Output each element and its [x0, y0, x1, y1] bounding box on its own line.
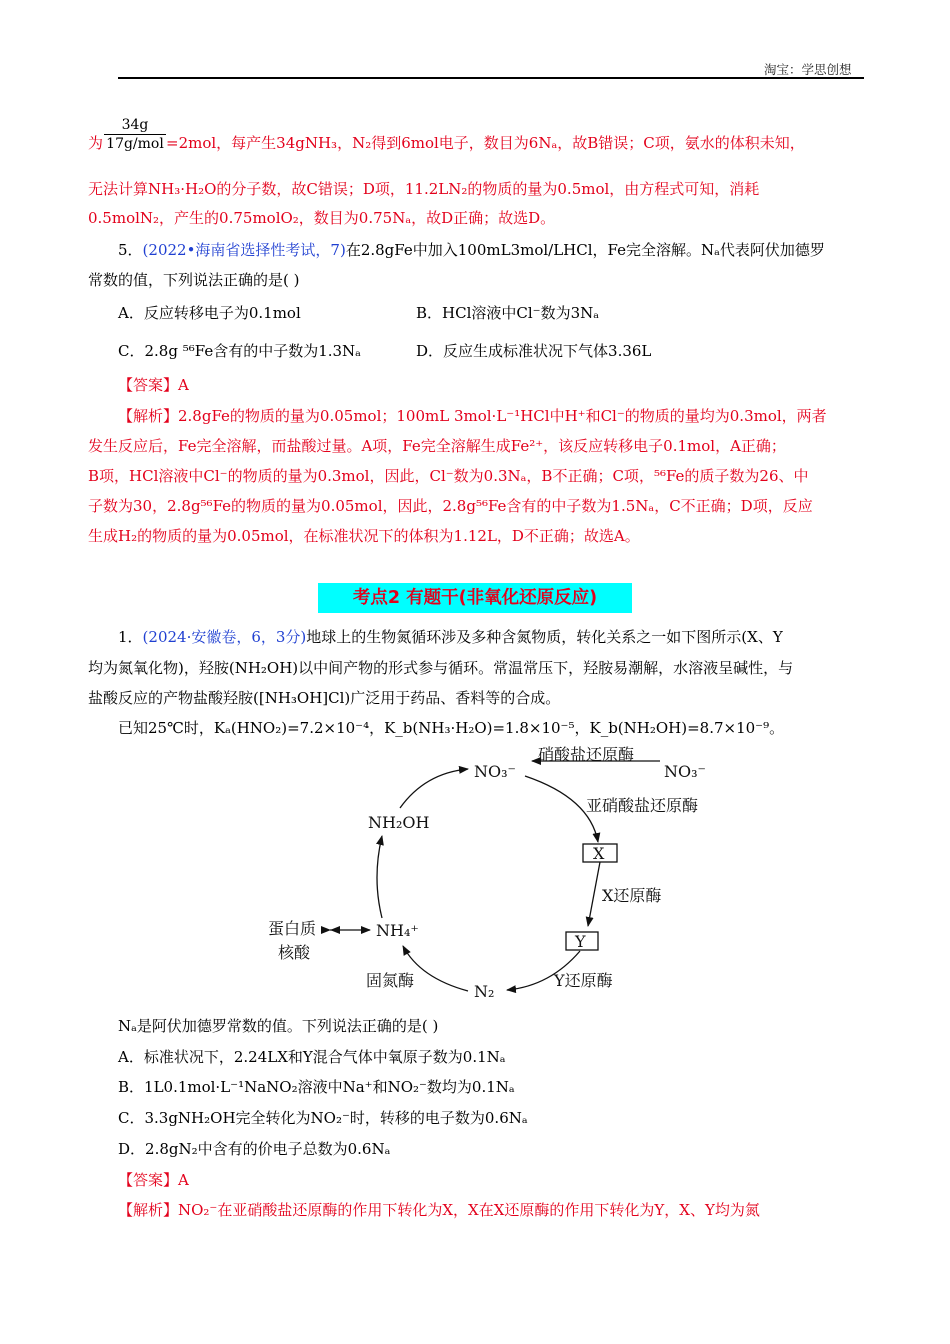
label-nucleic-acid: 核酸 [278, 943, 311, 962]
q1-number: 1． [118, 628, 143, 646]
q5-number: 5． [118, 241, 143, 259]
label-external-nitrate: NO₃⁻ [664, 762, 706, 781]
q5-stem-1: 在2.8gFe中加入100mL3mol/LHCl，Fe完全溶解。Nₐ代表阿伏加德罗 [345, 241, 825, 259]
q5-analysis-3: B项，HCl溶液中Cl⁻的物质的量为0.3mol，因此，Cl⁻数为0.3Nₐ，B不正确；C项，⁵⁶Fe的质子数为26、中 [88, 467, 809, 485]
q5-analysis-2: 发生反应后，Fe完全溶解，而盐酸过量。A项，Fe完全溶解生成Fe²⁺，该反应转移电子0.1mol，A正确； [88, 437, 786, 455]
label-dinitrogen: N₂ [474, 982, 495, 1001]
header-text: 淘宝：学思创想 [764, 62, 852, 77]
q5-analysis-5: 生成H₂的物质的量为0.05mol，在标准状况下的体积为1.12L，D不正确；故选A。 [88, 527, 640, 545]
arrow-hydroxylamine-to-nitrate [400, 769, 468, 808]
q5-analysis-1: 【解析】2.8gFe的物质的量为0.05mol；100mL 3mol·L⁻¹HCl中H⁺和Cl⁻的物质的量均为0.3mol，两者 [118, 407, 827, 425]
q5-stem-line-2: 常数的值，下列说法正确的是( ) [88, 271, 300, 289]
q5-option-a: A．反应转移电子为0.1mol [118, 304, 301, 322]
arrowhead-left [330, 926, 340, 934]
fraction-denominator: 17g/mol [106, 136, 164, 152]
arrow-x-to-y [588, 862, 600, 926]
arrow-ammonium-to-hydroxylamine [377, 836, 382, 918]
enzyme-nitrate-reductase: 硝酸盐还原酶 [538, 745, 635, 764]
prev-line-3: 0.5molN₂，产生的0.75molO₂，数目为0.75Nₐ，故D正确；故选D。 [88, 209, 556, 227]
q1-option-a: A．标准状况下，2.24LX和Y混合气体中氧原子数为0.1Nₐ [118, 1048, 506, 1066]
q1-stem-1: 地球上的生物氮循环涉及多种含氮物质，转化关系之一如下图所示(X、Y [306, 628, 783, 646]
q1-stem-line-3: 盐酸反应的产物盐酸羟胺([NH₃OH]Cl)广泛用于药品、香料等的合成。 [88, 689, 561, 707]
prev-line-1: =2mol，每产生34gNH₃，N₂得到6mol电子，数目为6Nₐ，故B错误；C项，氨水的体积未知， [166, 134, 805, 152]
q1-stem-line-4: Nₐ是阿伏加德罗常数的值。下列说法正确的是( ) [118, 1017, 439, 1035]
q1-analysis-1: 【解析】NO₂⁻在亚硝酸盐还原酶的作用下转化为X，X在X还原酶的作用下转化为Y，X、Y均为氮 [118, 1201, 760, 1219]
q1-stem-line-1 [118, 626, 783, 647]
q1-option-d: D．2.8gN₂中含有的价电子总数为0.6Nₐ [118, 1140, 391, 1158]
q1-stem-line-2: 均为氮氧化物)，羟胺(NH₂OH)以中间产物的形式参与循环。常温常压下，羟胺易潮解，水溶液呈碱性，与 [88, 659, 794, 677]
q5-option-d: D．反应生成标准状况下气体3.36L [416, 342, 652, 360]
nitrogen-cycle-diagram [250, 738, 720, 1008]
fraction-numerator: 34g [121, 117, 149, 133]
q1-option-b: B．1L0.1mol·L⁻¹NaNO₂溶液中Na⁺和NO₂⁻数均为0.1Nₐ [118, 1078, 515, 1096]
header-rule [118, 77, 864, 79]
q1-answer: 【答案】A [118, 1171, 189, 1189]
q5-answer: 【答案】A [118, 376, 189, 394]
enzyme-y-reductase: Y还原酶 [554, 971, 613, 990]
q1-source: (2024·安徽卷，6，3分) [142, 628, 307, 646]
q5-option-c: C．2.8g ⁵⁶Fe含有的中子数为1.3Nₐ [118, 342, 361, 360]
enzyme-x-reductase: X还原酶 [602, 886, 662, 905]
q5-source: (2022•海南省选择性考试，7) [142, 241, 346, 259]
q5-option-b: B．HCl溶液中Cl⁻数为3Nₐ [416, 304, 600, 322]
fraction-bar [104, 134, 166, 135]
q1-known-constants: 已知25℃时，Kₐ(HNO₂)=7.2×10⁻⁴，K_b(NH₃·H₂O)=1.8×10⁻⁵，K_b(NH₂OH)=8.7×10⁻⁹。 [118, 719, 785, 737]
prev-lead: 为 [88, 134, 104, 152]
label-hydroxylamine: NH₂OH [368, 813, 430, 832]
enzyme-nitrogenase: 固氮酶 [366, 971, 415, 990]
label-nitrate: NO₃⁻ [474, 762, 516, 781]
q5-analysis-4: 子数为30，2.8g⁵⁶Fe的物质的量为0.05mol，因此，2.8g⁵⁶Fe含有的中子数为1.5Nₐ，C不正确；D项，反应 [88, 497, 813, 515]
prev-line-2: 无法计算NH₃·H₂O的分子数，故C错误；D项，11.2LN₂的物质的量为0.5mol，由方程式可知，消耗 [88, 180, 760, 198]
label-x: X [593, 844, 605, 863]
prev-fraction [104, 117, 166, 152]
label-ammonium: NH₄⁺ [376, 921, 419, 940]
label-y: Y [575, 932, 586, 951]
label-protein: 蛋白质 [268, 919, 317, 938]
section-title: 考点2 有题干(非氧化还原反应) [318, 583, 632, 613]
q5-stem-line-1 [118, 239, 825, 260]
enzyme-nitrite-reductase: 亚硝酸盐还原酶 [586, 796, 699, 815]
q1-option-c: C．3.3gNH₂OH完全转化为NO₂⁻时，转移的电子数为0.6Nₐ [118, 1109, 528, 1127]
